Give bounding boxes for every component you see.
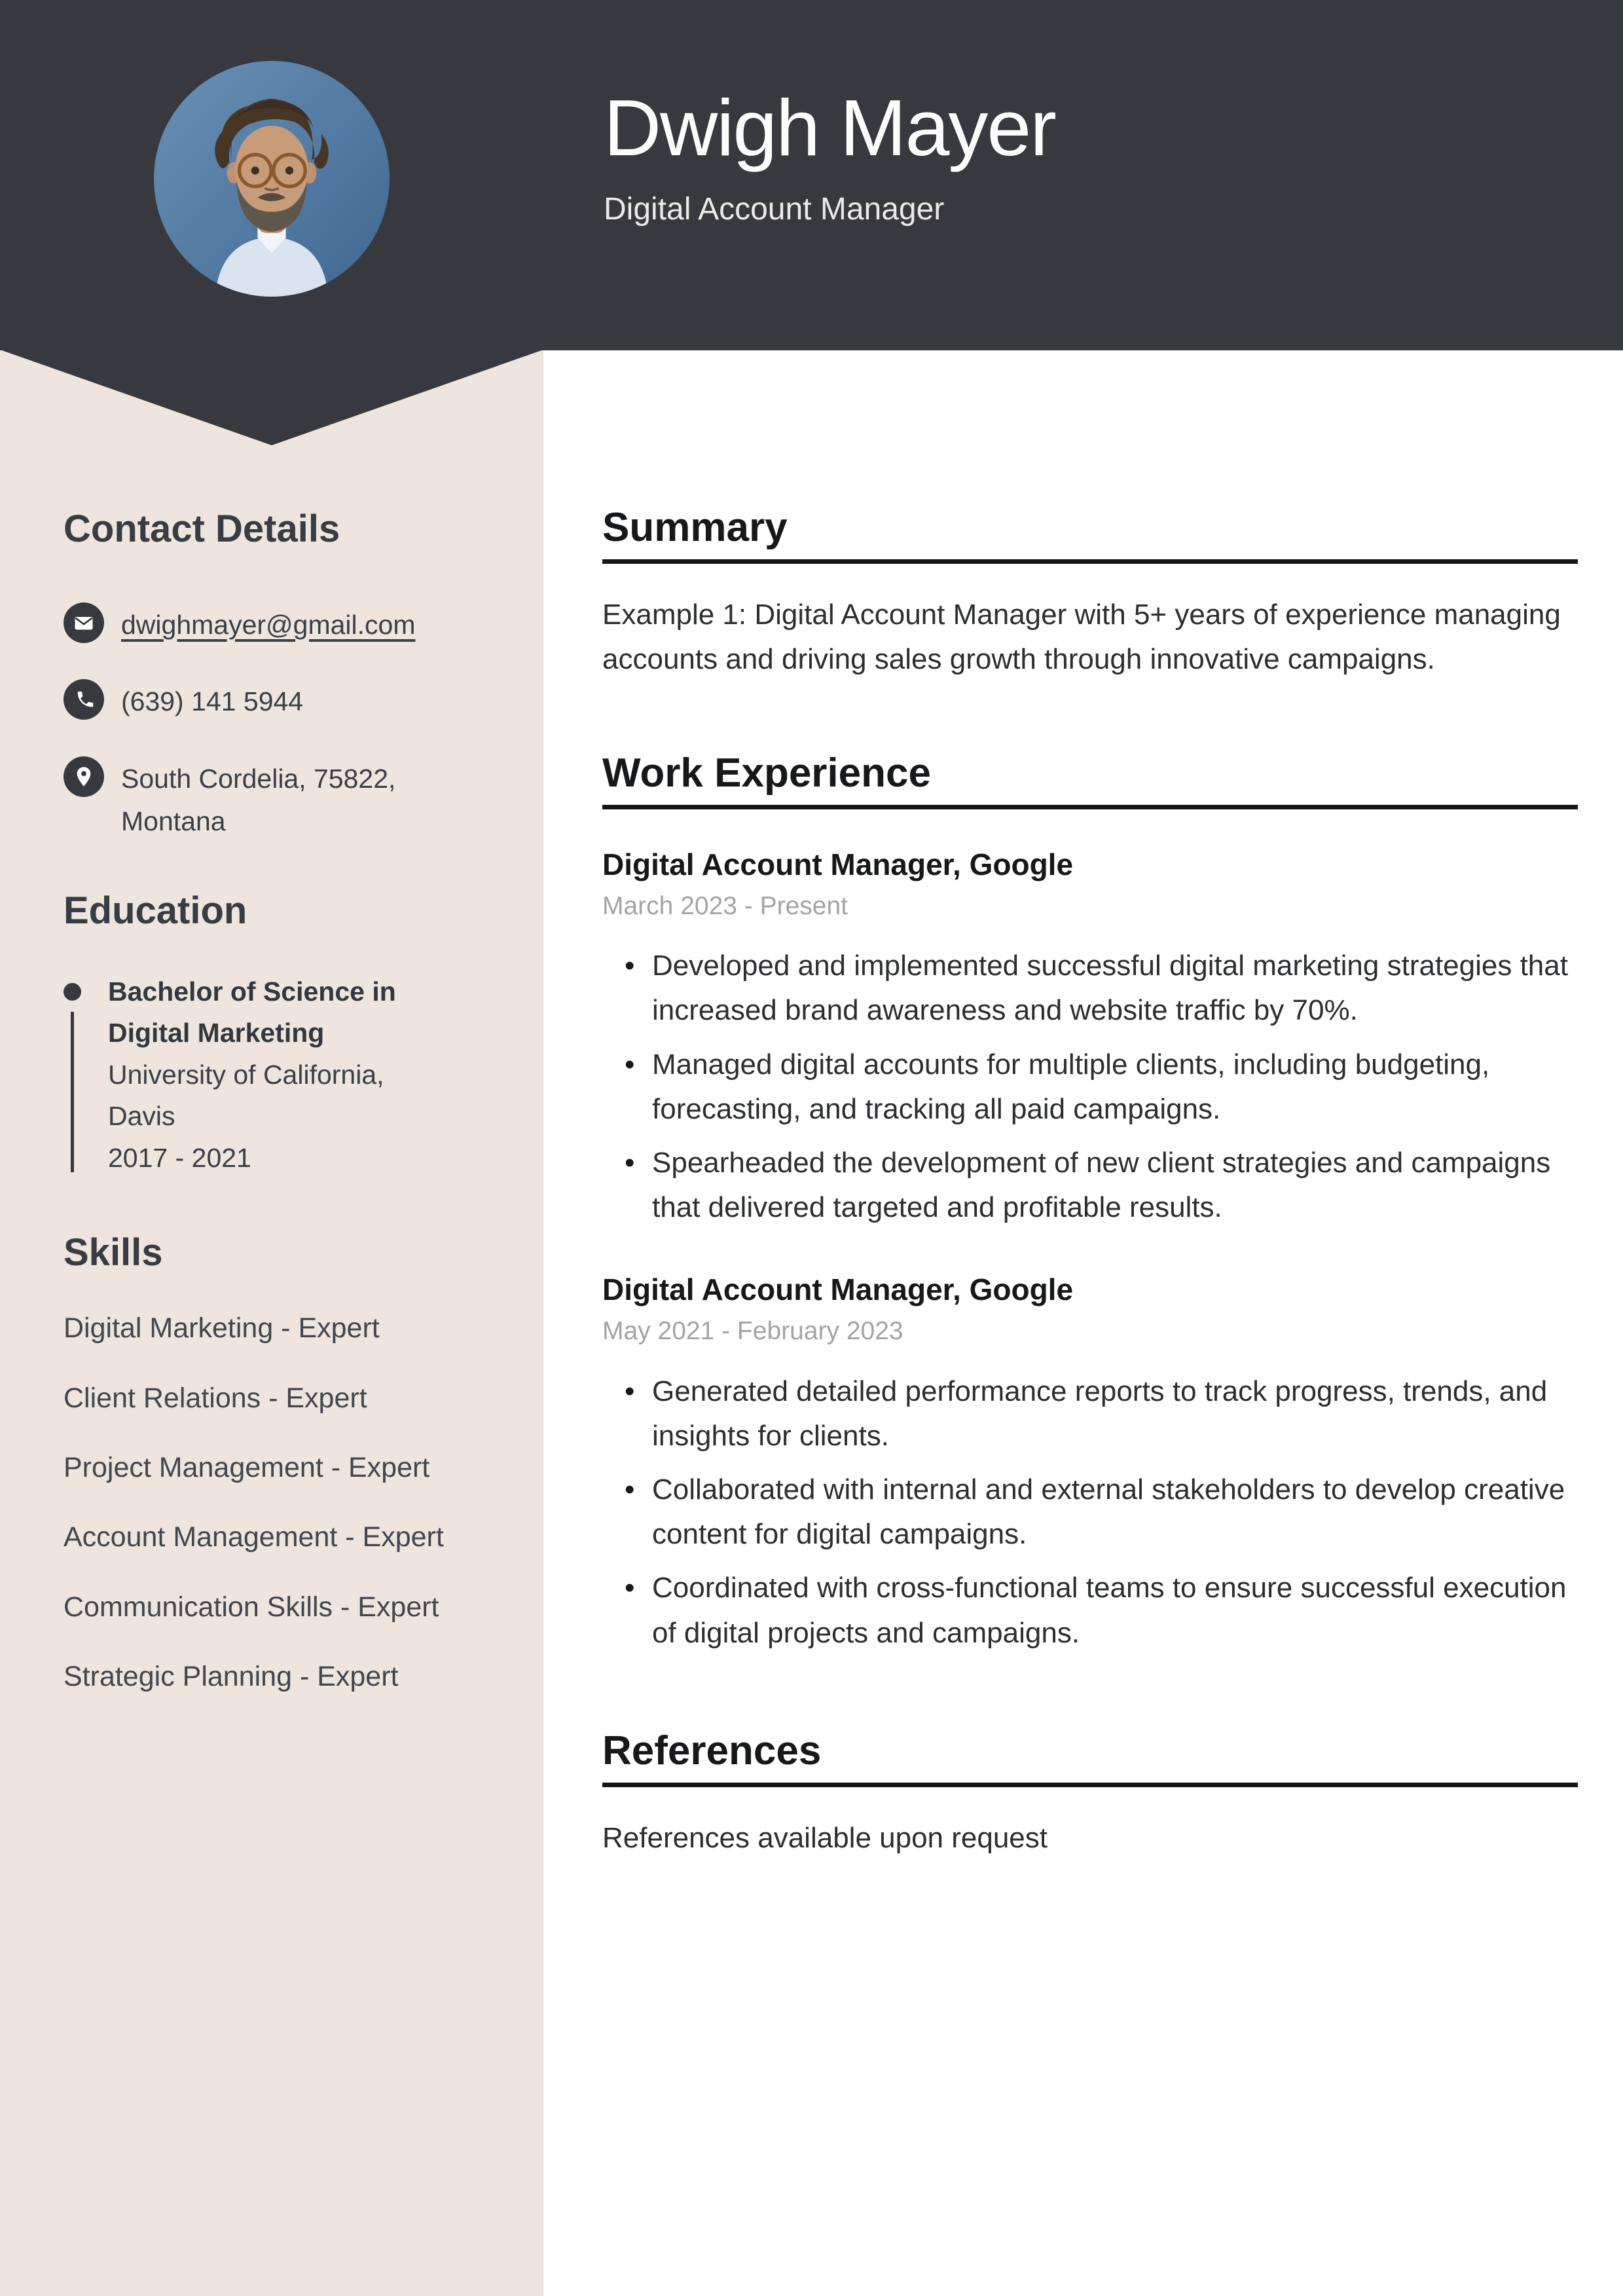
skill-item: Communication Skills - Expert <box>64 1591 439 1623</box>
skills-section <box>64 1231 486 1697</box>
job-dates: May 2021 - February 2023 <box>602 1317 903 1346</box>
skills-list <box>64 1308 486 1697</box>
work-experience-section <box>602 751 1578 1656</box>
contact-row-email <box>64 602 486 647</box>
contact-heading: Contact Details <box>64 508 340 550</box>
person-name: Dwigh Mayer <box>604 83 1055 172</box>
person-job-title: Digital Account Manager <box>604 192 945 227</box>
education-heading: Education <box>64 889 247 933</box>
job-title: Digital Account Manager, Google <box>602 847 1074 881</box>
main-column <box>602 506 1578 1861</box>
contact-row-address <box>64 756 486 843</box>
phone-number: (639) 141 5944 <box>121 686 304 717</box>
email-link[interactable]: dwighmayer@gmail.com <box>121 609 416 640</box>
location-pin-icon <box>64 756 104 797</box>
job-dates: March 2023 - Present <box>602 891 848 920</box>
contact-row-phone <box>64 679 486 724</box>
work-experience-heading: Work Experience <box>602 751 1578 809</box>
education-timeline <box>64 971 486 1179</box>
contact-section <box>64 508 486 843</box>
references-section <box>602 1729 1578 1861</box>
header-text-block <box>604 84 1573 227</box>
job-bullet-list <box>602 944 1578 1230</box>
job-bullet: • Spearheaded the development of new client strategies and campaigns that delivered targeted and profitable results. <box>602 1141 1578 1230</box>
job-bullet: • Generated detailed performance reports to track progress, trends, and insights for clients. <box>602 1369 1578 1458</box>
timeline-dot <box>64 983 81 1001</box>
address-line-2: Montana <box>121 806 226 837</box>
header-chevron-notch <box>0 350 543 445</box>
sidebar <box>64 508 486 1726</box>
skill-item: Project Management - Expert <box>64 1451 430 1483</box>
job-title: Digital Account Manager, Google <box>602 1272 1074 1307</box>
job-bullet: • Collaborated with internal and external stakeholders to develop creative content for digital campaigns. <box>602 1468 1578 1557</box>
job-bullet: • Managed digital accounts for multiple clients, including budgeting, forecasting, and tracking all paid campaigns. <box>602 1043 1578 1132</box>
degree-name: Bachelor of Science in Digital Marketing <box>108 976 396 1048</box>
job-bullet: • Developed and implemented successful digital marketing strategies that increased brand awareness and website traffic by 70%. <box>602 944 1578 1033</box>
profile-photo <box>154 61 390 297</box>
address-text <box>121 756 395 843</box>
profile-photo-illustration <box>154 61 390 297</box>
job-bullet-list <box>602 1369 1578 1656</box>
phone-icon <box>64 679 104 720</box>
timeline-line <box>71 1012 74 1173</box>
education-dates: 2017 - 2021 <box>108 1142 251 1173</box>
references-text: References available upon request <box>602 1821 1048 1854</box>
job-entry <box>602 845 1578 1231</box>
skills-heading: Skills <box>64 1231 163 1274</box>
summary-heading: Summary <box>602 506 1578 564</box>
address-line-1: South Cordelia, 75822, <box>121 763 396 794</box>
school-name: University of California, Davis <box>108 1059 384 1132</box>
references-heading: References <box>602 1729 1578 1787</box>
skill-item: Strategic Planning - Expert <box>64 1660 399 1692</box>
email-icon <box>64 602 104 643</box>
timeline-rail <box>64 971 82 1179</box>
summary-section <box>602 506 1578 682</box>
education-entry <box>108 971 396 1179</box>
skill-item: Digital Marketing - Expert <box>64 1312 380 1344</box>
job-bullet: • Coordinated with cross-functional teams to ensure successful execution of digital projects and campaigns. <box>602 1566 1578 1655</box>
education-section <box>64 889 486 1179</box>
skill-item: Account Management - Expert <box>64 1521 444 1553</box>
job-entry <box>602 1270 1578 1656</box>
skill-item: Client Relations - Expert <box>64 1382 367 1414</box>
summary-text: Example 1: Digital Account Manager with 5+ years of experience managing accounts and driving sales growth through innovative campaigns. <box>602 599 1561 676</box>
